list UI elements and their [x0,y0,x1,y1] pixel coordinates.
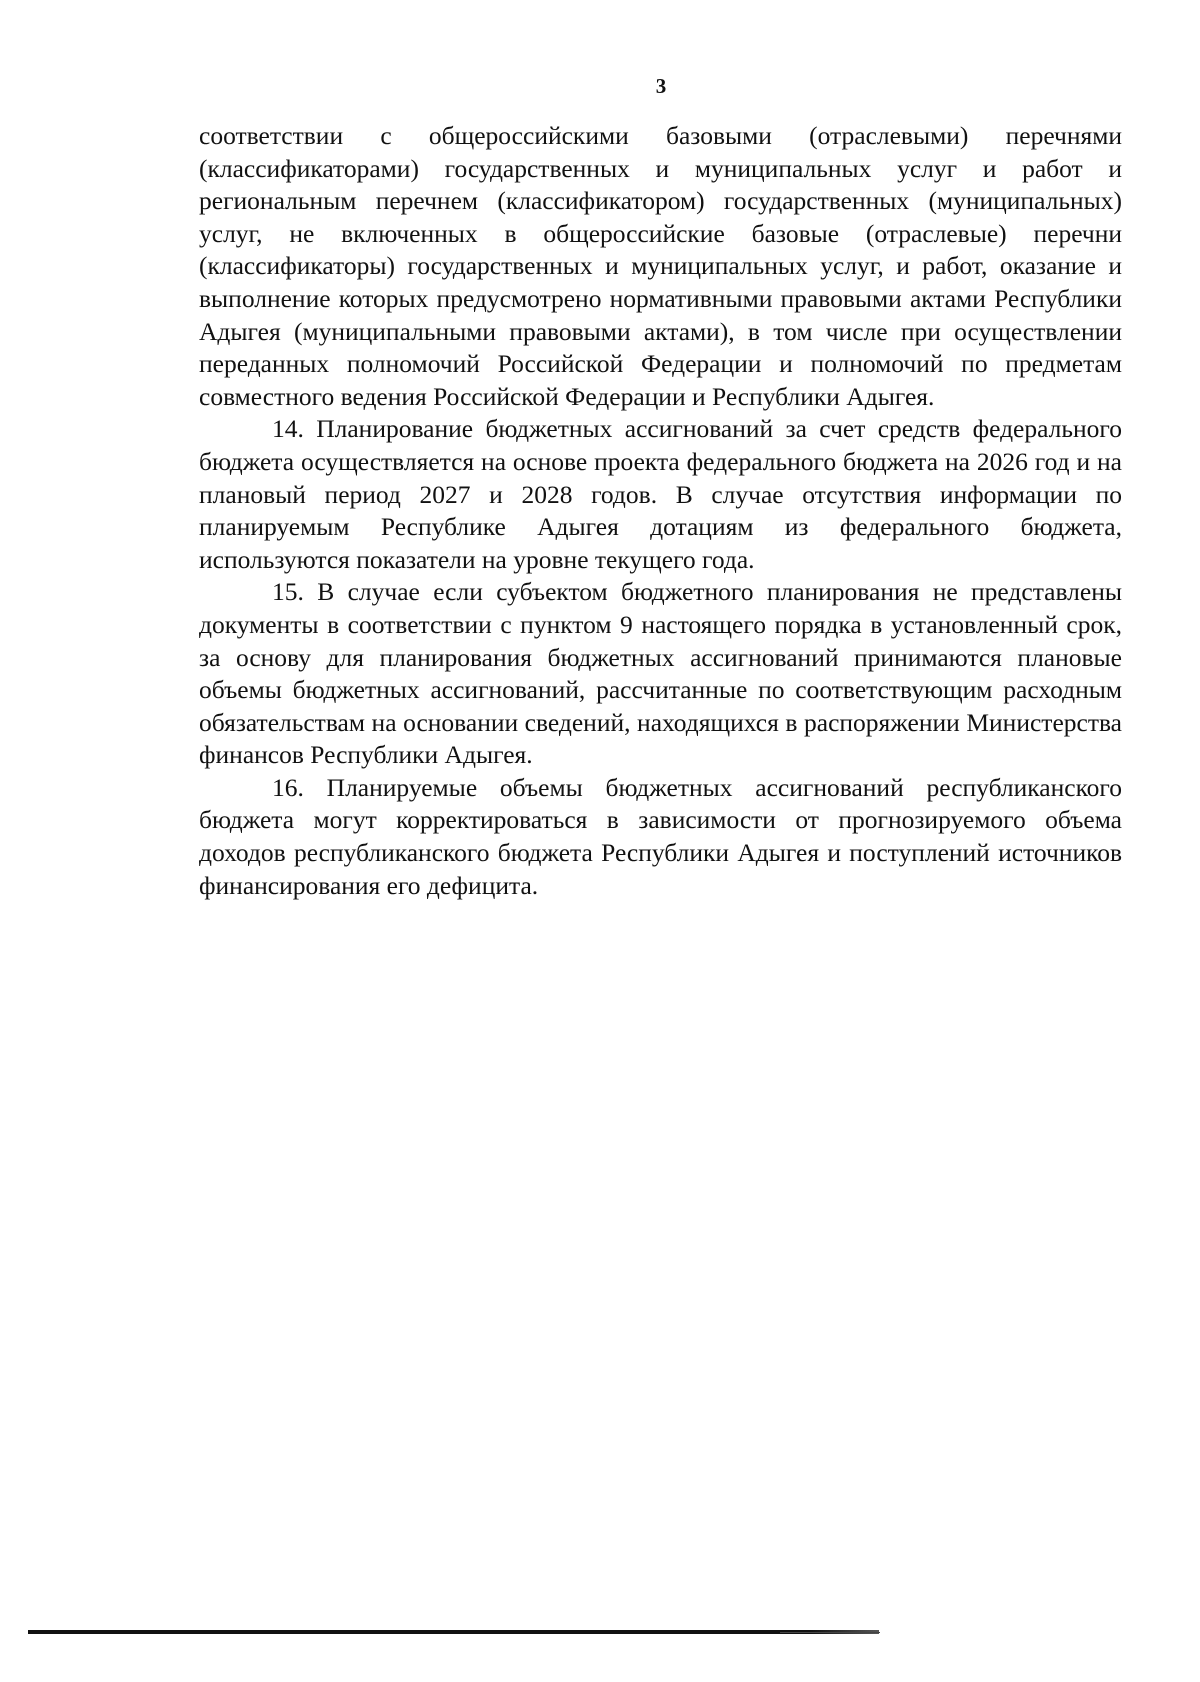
paragraph-16: 16. Планируемые объемы бюджетных ассигнований республиканского бюджета могут корректироваться в зависимости от прогнозируемого объема доходов республиканского бюджета Республики Адыгея и поступлений источников финансирования его дефицита. [199,772,1122,900]
paragraph-14: 14. Планирование бюджетных ассигнований за счет средств федерального бюджета осуществляется на основе проекта федерального бюджета на 2026 год и на плановый период 2027 и 2028 годов. В случае отсутствия информации по планируемым Республике Адыгея дотациям из федерального бюджета, используются показатели на уровне текущего года. [199,414,1122,574]
paragraph-continuation: соответствии с общероссийскими базовыми (отраслевыми) перечнями (классификаторами) государственных и муниципальных услуг и работ и региональным перечнем (классификатором) государственных (муниципальных) услуг, не включенных в общероссийские базовые (отраслевые) перечни (классификаторы) государственных и муниципальных услуг, и работ, оказание и выполнение которых предусмотрено нормативными правовыми актами Республики Адыгея (муниципальными правовыми актами), в том числе при осуществлении переданных полномочий Российской Федерации и полномочий по предметам совместного ведения Российской Федерации и Республики Адыгея. [199,121,1122,411]
footer-rule [28,1630,879,1634]
page-number: 3 [655,74,667,98]
paragraph-15: 15. В случае если субъектом бюджетного планирования не представлены документы в соответствии с пунктом 9 настоящего порядка в установленный срок, за основу для планирования бюджетных ассигнований принимаются плановые объемы бюджетных ассигнований, рассчитанные по соответствующим расходным обязательствам на основании сведений, находящихся в распоряжении Министерства финансов Республики Адыгея. [199,577,1122,770]
footer-rule-tail [780,1632,880,1633]
document-body [199,120,1122,902]
